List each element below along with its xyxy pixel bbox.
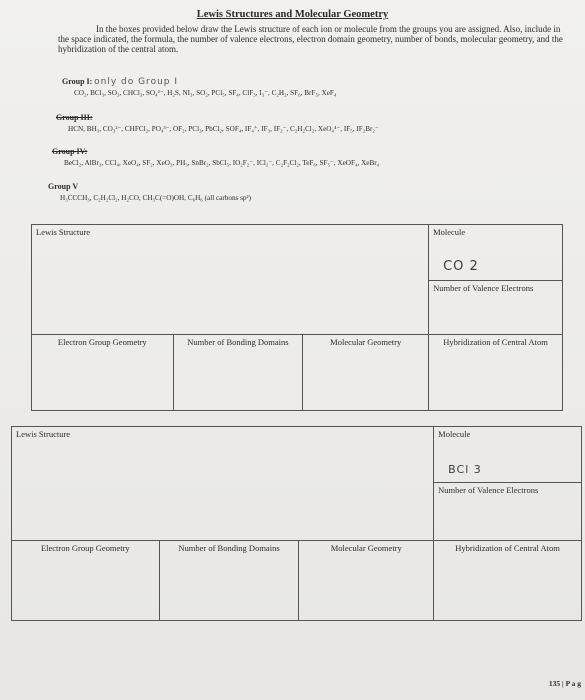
species-list: CO₂, BCl₃, SO₃, CHCl₃, SO₄²⁻, H₂S, NI₃, SO₂, PCl₅, SF₄, ClF₃, I₃⁻, C₂H₂, SF₆, BrF₅, XeF₄ [74, 89, 337, 97]
hybridization-label: Hybridization of Central Atom [455, 543, 560, 553]
species-list: HCN, BH₃, CO₃²⁻, CHFCl₂, PO₄³⁻, OF₂, PCl₃, PbCl₂, SOF₄, IF₄⁺, IF₃, IF₂⁻, C₂H₂Cl₂, XeO₄⁴⁻, IF₅, IF₂Br₂⁻ [68, 125, 379, 133]
page-number: 135 | P a g [548, 679, 581, 688]
electron-group-geometry-label: Electron Group Geometry [40, 543, 130, 553]
answer-box-1 [31, 224, 563, 411]
hybridization-cell[interactable] [429, 335, 563, 411]
molecular-geometry-cell[interactable] [303, 335, 429, 411]
molecule-cell[interactable] [434, 427, 582, 483]
molecule-value: BCl 3 [448, 463, 482, 476]
group-label: Group I: [62, 77, 93, 86]
molecule-label: Molecule [433, 227, 466, 237]
lewis-structure-cell[interactable] [12, 427, 434, 541]
hybridization-cell[interactable] [434, 541, 582, 621]
group-5 [48, 182, 558, 203]
molecular-geometry-label: Molecular Geometry [330, 337, 402, 347]
hybridization-label: Hybridization of Central Atom [443, 337, 548, 347]
bonding-domains-label: Number of Bonding Domains [187, 337, 289, 347]
valence-electrons-label: Number of Valence Electrons [433, 283, 534, 293]
valence-electrons-label: Number of Valence Electrons [438, 485, 539, 495]
valence-electrons-cell[interactable] [429, 281, 563, 335]
bonding-domains-cell[interactable] [159, 541, 299, 621]
group-4 [52, 147, 562, 168]
group-3 [56, 113, 561, 134]
handwritten-note: only do Group I [94, 77, 179, 87]
group-label: Group IV: [52, 147, 88, 156]
species-list: H₃CCCH₃, C₂H₂Cl₂, H₂CO, CH₃C(=O)OH, C₆H₆ (all carbons sp²) [60, 194, 252, 202]
molecule-value: CO 2 [443, 259, 479, 274]
molecule-cell[interactable] [429, 225, 563, 281]
bonding-domains-label: Number of Bonding Domains [178, 543, 280, 553]
group-label: Group III: [56, 113, 93, 122]
group-1 [62, 77, 562, 98]
lewis-structure-cell[interactable] [32, 225, 429, 335]
electron-group-geometry-cell[interactable] [12, 541, 160, 621]
molecular-geometry-cell[interactable] [299, 541, 434, 621]
species-list: BeCl₂, AlBr₃, CCl₄, XeO₄, SF₂, XeO₃, PH₃, SnBr₂, SbCl₅, IO₂F₂⁻, ICl₂⁻, C₂F₂Cl₂, TeF₆, SF₅⁻, XeOF₄, XeBr₄ [64, 159, 380, 167]
molecule-label: Molecule [438, 429, 471, 439]
lewis-structure-label: Lewis Structure [36, 227, 91, 237]
electron-group-geometry-label: Electron Group Geometry [57, 337, 147, 347]
answer-box-2 [11, 426, 582, 621]
bonding-domains-cell[interactable] [173, 335, 303, 411]
page-title: Lewis Structures and Molecular Geometry [196, 9, 389, 20]
valence-electrons-cell[interactable] [434, 483, 582, 541]
instructions-paragraph: In the boxes provided below draw the Lewis structure of each ion or molecule from the groups you are assigned. Also, include in the space indicated, the formula, the number of valence electrons, electron domain geometry, number of bonds, molecular geometry, and the hybridization of the central atom. [58, 24, 563, 54]
molecular-geometry-label: Molecular Geometry [330, 543, 402, 553]
group-label: Group V [48, 182, 79, 191]
lewis-structure-label: Lewis Structure [16, 429, 71, 439]
electron-group-geometry-cell[interactable] [32, 335, 174, 411]
